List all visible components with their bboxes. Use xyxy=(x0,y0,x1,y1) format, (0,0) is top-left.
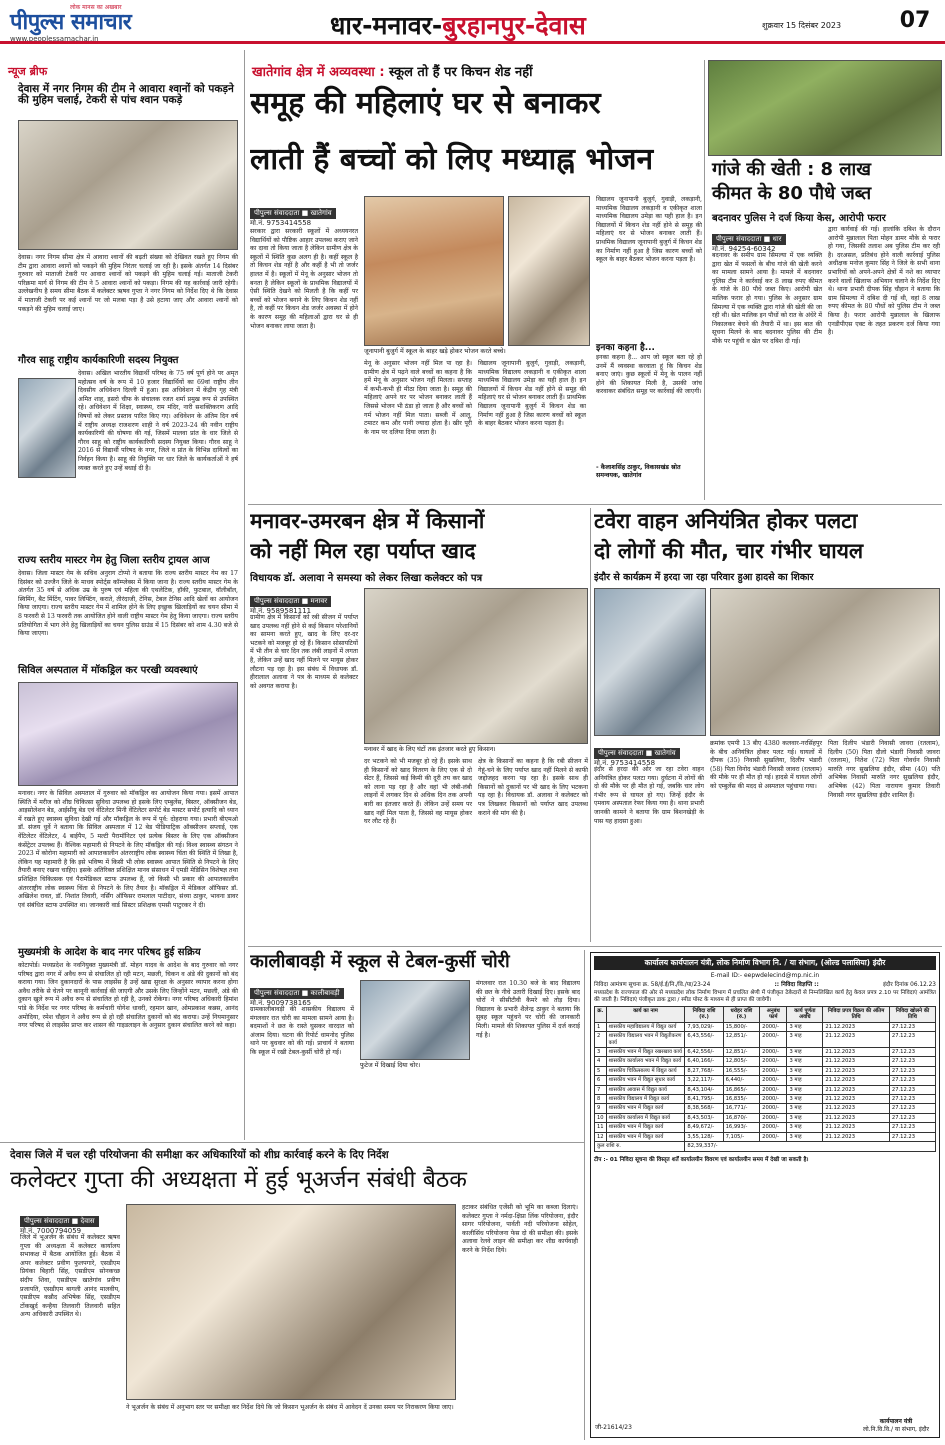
khad-col2: दर भटकने को भी मजबूर हो रहे हैं। इसके साथ ही किसानों को खाद वितरण के लिए एक से दो सेंटर हैं, जिससे कई किमी की दूरी तय कर खाद को लाना पड़ रहा है और वहां भी लंबी-लंबी लाइनों में लगकर दिन से अधिक दिन तक अपनी बारी का इंतजार करते हैं। लेकिन उन्हें समय पर खाद नहीं मिल पाता है, जिससे वह मायूस होकर घर लौट रहे हैं। xyxy=(364,758,472,826)
brief-headline: सिविल अस्पताल में मॉकड्रिल कर परखी व्यवस्थाएं xyxy=(18,665,198,676)
meeting-col2: ने भूअर्जन के संबंध में अनुभाग स्तर पर समीक्षा कर निर्देश दिये कि जो किसान भूअर्जन के संबंध में आवेदन दें उनका समय पर निराकरण किया जाए। xyxy=(126,1404,454,1411)
news-brief-label: न्यूज ब्रीफ xyxy=(8,65,48,78)
table-cell: 16,870/- xyxy=(723,1113,760,1122)
table-cell: शासकीय भवन में विद्युत रखरखाव कार्य xyxy=(606,1048,685,1057)
table-cell: 3 माह xyxy=(787,1066,823,1075)
table-cell: शासकीय भवन में विद्युत कार्य xyxy=(606,1123,685,1132)
table-cell: 16,865/- xyxy=(723,1085,760,1094)
table-cell: 2000/- xyxy=(760,1104,787,1113)
section-title-part1: धार-मनावर- xyxy=(330,11,443,40)
table-cell: शासकीय भवन में विद्युत कार्य xyxy=(606,1132,685,1141)
ganja-col2: द्वारा कार्रवाई की गई। हालांकि दबिश के दौरान आरोपी मुन्नालाल पिता मोहन डामर मौके से फरार हो गया, जिसकी तलाश अब पुलिस टीम कर रही है। दरअसल, प्रतिबंध होने वाली कार्रवाई पुलिस अधीक्षक मनोज कुमार सिंह ने जिले के सभी थाना प्रभारियों को अपने-अपने क्षेत्रों में नशे का व्यापार करने वालों खिलाफ अभियान चलाने के निर्देश दिए थे। थाना प्रभारी दीपक सिंह चौहान ने बताया कि ग्राम सिमल्या में दबिश दी गई थी, वहां 8 लाख रुपए कीमत के 80 पौधों को पुलिस टीम ने जब्त किया है। फरार आरोपी मुन्नालाल के खिलाफ एनडीपीएस एक्ट के तहत प्रकरण दर्ज किया गया है। xyxy=(828,226,940,337)
story-kitchen xyxy=(250,60,702,500)
table-cell: 3 माह xyxy=(787,1132,823,1141)
byline-label: पीपुल्स संवाददाता ■ खातेगांव xyxy=(250,208,336,219)
byline-mobile: मो.नं. 7000794059 xyxy=(20,1227,82,1235)
table-cell: 2000/- xyxy=(760,1085,787,1094)
tender-column-header: निविदा प्रपत्र विक्रय की अंतिम तिथि xyxy=(823,1007,890,1023)
table-cell: 2000/- xyxy=(760,1032,787,1048)
byline-mobile: मो.नं. 94254-60342 xyxy=(712,245,776,253)
table-cell: 16,835/- xyxy=(723,1095,760,1104)
table-cell: 27.12.23 xyxy=(889,1104,935,1113)
byline-label: पीपुल्स संवाददाता ■ धार xyxy=(712,234,786,245)
table-cell: 27.12.23 xyxy=(889,1048,935,1057)
table-cell: 12,851/- xyxy=(723,1032,760,1048)
khad-headline-line2: को नहीं मिल रहा पर्याप्त खाद xyxy=(250,539,476,563)
table-cell: 27.12.23 xyxy=(889,1076,935,1085)
kitchen-col1: सरकार द्वारा सरकारी स्कूलों में अध्ययनरत विद्यार्थियों को पौष्टिक आहार उपलब्ध कराए जाने का दावा तो किया जाता है लेकिन ग्रामीण क्षेत्र के स्कूलों में स्थिति कुछ अलग ही है। कहीं स्कूल है तो किचन शेड नहीं है और कहीं है भी तो जर्जर हालत में है। स्कूलों में मेनू के अनुसार भोजन तो बनता है लेकिन स्कूलों के प्राथमिक विद्यालयों में ऐसी स्थिति देखने को मिलती है कि कहीं पर बच्चों को भोजन बनाने के लिए किचन शेड नहीं है, तो कहीं पर किचन शेड जर्जर अवस्था में होने के कारण समूह की महिलाओं द्वारा घर से ही भोजन बनाकर लाया जाता है। xyxy=(250,228,358,330)
table-cell: 4 xyxy=(595,1057,607,1066)
brief-headline: गौरव साहू राष्ट्रीय कार्यकारिणी सदस्य नियुक्त xyxy=(18,355,179,366)
section-title xyxy=(330,8,586,42)
table-cell: 9 xyxy=(595,1104,607,1113)
tender-column-header: क्र. xyxy=(595,1007,607,1023)
masthead xyxy=(0,0,945,44)
byline-mobile: मो.नं. 9753414558 xyxy=(250,219,312,227)
table-cell: 3 माह xyxy=(787,1113,823,1122)
khad-byline xyxy=(250,588,358,616)
table-cell: 2000/- xyxy=(760,1132,787,1141)
meeting-col1: जिले में भूअर्जन के संबंध में कलेक्टर ऋषव गुप्ता की अध्यक्षता में कलेक्टर कार्यालय सभाकक्ष में बैठक आयोजित हुई। बैठक में अपर कलेक्टर प्रवीण फुलपगारे, एसडीएम प्रियंका बिहारी सिंह, एसडीएम सोनकच्छ संदीप शिवा, एसडीएम खातेगांव प्रवीण प्रजापति, एसडीएम बागली आनंद मालवीय, एसडीएम कन्नौद अभिषेक सिंह, एसडीएम टोंकखुर्द कन्हैया तिलवारी तिलवारी सहित अन्य अधिकारी उपस्थित थे। xyxy=(20,1234,120,1319)
tender-ref: निविदा आमंत्रण सूचना क्र. 58/ई.ई/नि./वि./या/23-24 xyxy=(594,982,711,988)
tender-table xyxy=(594,1006,936,1152)
accident-headline-line2: दो लोगों की मौत, चार गंभीर घायल xyxy=(594,539,864,563)
kitchen-col2: मेनू के अनुसार भोजन नहीं मिल पा रहा है। ग्रामीण क्षेत्र में पढ़ने वाले बच्चों का कहना है कि हमें मेनू के अनुसार भोजन नहीं मिलता। सप्ताह में कभी-कभी ही मीठा दिया जाता है। समूह की महिलाएं अपने घर पर भोजन बनाकर लाती हैं जिससे भोजन भी ठंडा हो जाता है और बच्चों को गर्म भोजन नहीं मिल पाता। सब्जी में आलू, टमाटर कम और पानी ज्यादा होता है। खीर पूरी के नाम पर दलिया दिया जाता है। xyxy=(364,360,472,436)
kitchen-photo-school xyxy=(364,196,504,346)
table-cell: 6,40,166/- xyxy=(685,1057,723,1066)
meeting-byline xyxy=(20,1208,120,1236)
kitchen-headline-line2: लाती हैं बच्चों को लिए मध्याह्न भोजन xyxy=(250,142,654,177)
accident-col3: पिता दिलीप भंडारी निवासी जावरा (रतलाम), दिलीप (50) पिता दौलो भंडारी निवासी जावरा (रतलाम), नितेश (72) पिता गोवर्धन निवासी मारुति नगर सुखलिया इंदौर, सीमा (40) पति अभिषेक निवासी मारुति नगर सुखलिया इंदौर, अभिषेक (42) पिता नारायण कुमार तिवारी निवासी नगर सुखलिया इंदौर शामिल हैं। xyxy=(828,740,940,799)
table-cell: 6,42,556/- xyxy=(685,1048,723,1057)
table-cell: 21.12.2023 xyxy=(823,1113,890,1122)
column-divider xyxy=(704,60,705,500)
kitchen-quote: इनका कहना है... आप जो स्कूल बता रहे हो उनमें मैं व्यवस्था करवाता हूं कि किचन शेड बनाए जाएं। कुछ स्कूलों में मेनू के पालन नहीं होने की शिकायत मिली है, उसकी जांच करवाकर संबंधित समूह पर कार्रवाई की जाएगी। xyxy=(596,354,702,396)
school-photo-cctv xyxy=(360,980,470,1060)
meeting-col3: हटाकर संबंधित एजेंसी को भूमि का कब्जा दिलाएं। कलेक्टर गुप्ता ने नर्मदा-क्षिप्रा लिंक परियोजना, इंदौर सागर परियोजना, पार्वती नदी परियोजना सोहेल, कालीसिंध परियोजना फेस दो की समीक्षा की। इसके अलावा रेलवे लाइन की समीक्षा कर शीघ्र कार्यवाही करने के निर्देश दिये। xyxy=(462,1204,578,1254)
table-cell: 27.12.23 xyxy=(889,1123,935,1132)
kitchen-byline xyxy=(250,200,358,228)
table-cell: 2 xyxy=(595,1032,607,1048)
kitchen-headline-line1: समूह की महिलाएं घर से बनाकर xyxy=(250,86,601,121)
khad-photo-queue xyxy=(364,588,588,744)
brief-headline: मुख्यमंत्री के आदेश के बाद नगर परिषद हुई सक्रिय xyxy=(18,947,201,958)
table-cell: 3 माह xyxy=(787,1022,823,1031)
logo-tagline: लोक मानस का अखबार xyxy=(70,4,122,11)
total-value: 82,39,337/- xyxy=(685,1142,936,1151)
tender-note: टीप :- 01 निविदा सूचना की विस्तृत शर्तें कार्यालयीन विवरण एवं कार्यालयीन समय में देखी जा सकती है। xyxy=(594,1156,809,1163)
table-cell: 3 माह xyxy=(787,1123,823,1132)
kitchen-col2b: विद्यालय जूनापानी बुजुर्ग, गुवाड़ी, लकड़ानी, माध्यमिक विद्यालय लकड़ानी व एकीकृत शाला माध्यमिक विद्यालय उमेड़ा का यही हाल है। इन विद्यालयों में किचन शेड नहीं होने से समूह की महिलाएं घर से भोजन बनाकर लाती हैं। प्राथमिक विद्यालय जूनापानी बुजुर्ग में किचन शेड का निर्माण नहीं हुआ है जिस कारण बच्चों को स्कूल के बाहर बैठकर भोजन करना पड़ता है। xyxy=(478,360,586,428)
table-cell: 2000/- xyxy=(760,1022,787,1031)
accident-col1: इंदौर से हरदा की ओर जा रहा टवेरा वाहन अनियंत्रित होकर पलटा गया। दुर्घटना में लोगों की दो की मौके पर ही मौत हो गई, जबकि चार लोग गंभीर रूप से घायल हो गए। जिन्हें इंदौर के एमवाय अस्पताल रेफर किया गया है। थाना प्रभारी जानकी कामने ने बताया कि ग्राम बिशनखेड़ी के पास यह हादसा हुआ। xyxy=(594,766,704,825)
tender-column-header: धरोहर राशि (रु.) xyxy=(723,1007,760,1023)
news-brief-column xyxy=(0,48,242,1140)
table-cell: 27.12.23 xyxy=(889,1113,935,1122)
table-row xyxy=(595,1048,936,1057)
byline-mobile: मो.नं. 9009738165 xyxy=(250,999,312,1007)
logo-text: पीपुल्स समाचार xyxy=(10,10,132,35)
table-cell: शासकीय आवास में विद्युत कार्य xyxy=(606,1085,685,1094)
table-total-row xyxy=(595,1142,936,1151)
ganja-subhead: बदनावर पुलिस ने दर्ज किया केस, आरोपी फरार xyxy=(712,213,886,224)
table-cell: 12 xyxy=(595,1132,607,1141)
brief-body: देवास। नगर निगम सीमा क्षेत्र में आवारा श्वानों की बढ़ती संख्या को देखिवत रखते हुए निगम की टीम द्वारा आवारा श्वानों को पकड़ने की मुहिम निरंतर चलाई जा रही है। इसके अंतर्गत 14 दिसंबर गुरुवार को माताजी टेकरी पर आवारा श्वानों को पकड़ने की मुहिम चलाई गई। माताजी टेकरी परिक्रमा मार्ग से निगम की टीम ने 5 आवारा श्वानों को पकड़ा। निगम की यह कार्रवाई जारी रहेगी। उल्लेखनीय है समय सीमा बैठक में कलेक्टर ऋषव गुप्ता ने नगर निगम को निर्देश दिए थे कि देवास में माताजी टेकरी पर कई श्वानों पर जो मलबा पड़ा है उसे हटाया जाए और आवारा श्वानों को पकड़ने की मुहिम चलाई जाए। xyxy=(18,254,238,313)
khad-col1: ग्रामीण क्षेत्र में किसानों को रबी सीजन में पर्याप्त खाद उपलब्ध नहीं होने से कई किसान परेशानियों का सामना करते हुए, खाद के लिए दर-दर भटकने को मजबूर हो रहे हैं। किसान सोसायटियों में भी तीन से चार दिन तक लंबी लाइनों में लगता है, लेकिन उन्हें खाद नहीं मिलने पर मायूस होकर लौटना पड़ रहा है। इस संबंध में विधायक डॉ. हीरालाल अलावा ने पत्र के माध्यम से कलेक्टर को अवगत कराया है। xyxy=(250,614,358,690)
table-cell: 6,43,556/- xyxy=(685,1032,723,1048)
school-col2: मंगलवार रात 10.30 बजे के बाद विद्यालय की छत के नीचे उतारी दिखाई दिए। इसके बाद चोरों ने सीसीटीवी कैमरे को तोड़ दिया। विद्यालय के प्रभारी शैलेन्द्र ठाकुर ने बताया कि सुबह स्कूल पहुंचने पर चोरी की जानकारी मिली। मामले की शिकायत पुलिस में दर्ज कराई गई है। xyxy=(476,980,580,1039)
tender-column-header: निविदा राशि (रु.) xyxy=(685,1007,723,1023)
table-cell: 3,22,117/- xyxy=(685,1076,723,1085)
table-cell: 3 माह xyxy=(787,1095,823,1104)
table-row xyxy=(595,1066,936,1075)
total-label: कुल राशि रु. xyxy=(595,1142,685,1151)
table-cell: 27.12.23 xyxy=(889,1085,935,1094)
table-cell: 3 माह xyxy=(787,1085,823,1094)
table-row xyxy=(595,1104,936,1113)
table-cell: 27.12.23 xyxy=(889,1095,935,1104)
tender-column-header: निविदा खोलने की तिथि xyxy=(889,1007,935,1023)
table-cell: 12,805/- xyxy=(723,1057,760,1066)
table-cell: 2000/- xyxy=(760,1057,787,1066)
table-cell: 7 xyxy=(595,1085,607,1094)
brief-body: कोटापोर्ड। मध्यप्रदेश के नवनियुक्त मुख्यमंत्री डॉ. मोहन यादव के आदेश के बाद गुरुवार को नगर परिषद द्वारा नगर में अवैध रूप से संचालित हो रही मटन, मछली, चिकन व अंडे की दुकानों को बंद कराया गया। जिन दुकानदारों के पास लाइसेंस है उन्हें खाद्य सुरक्षा के अनुसार व्यापार करना होगा अवैध तरीके से चेतने पर कानूनी कार्रवाई की जाएगी और उसके लिए जिन्होंने मटन, मछली, अंडे की दुकान खुले रूप में अवैध रूप से संचालित हो रही है, उनको रोकेगा। नगर परिषद अधिकारी हिमांश पांडे के निर्देश पर नगर परिषद के कर्मचारी योगेश धावरी, रहमान खान, ओमप्रकाश कन्नस, आनंद अमोदिया, रमेश चौहान ने अवैध रूप से हो रही संचालित दुकानों को बंद कराया। उन्हें नियमानुसार नगर परिषद से लाइसेंस प्राप्त कर शासन की गाइडलाइन के अनुसार दुकान संचालित करने को कहा। xyxy=(18,962,238,1030)
column-divider xyxy=(590,508,591,942)
table-cell: 8,43,503/- xyxy=(685,1113,723,1122)
story-accident xyxy=(594,508,942,942)
table-row xyxy=(595,1132,936,1141)
kicker-red: खातेगांव क्षेत्र में अव्यवस्था : xyxy=(252,65,385,80)
table-row xyxy=(595,1113,936,1122)
tender-intro: मध्यप्रदेश के राज्यपाल की ओर से मध्यप्रदेश लोक निर्माण विभाग में प्रचलित श्रेणी में पंजीकृत ठेकेदारों से निम्नलिखित कार्य हेतु केवल प्रपत्र 2.10 पर निविदाएं आमंत्रित की जाती है। निविदाएं पंजीकृत डाक द्वारा / स्पीड पोस्ट के माध्यम से ही प्राप्त की जावेगी। xyxy=(594,990,936,1003)
story-khad xyxy=(250,508,590,942)
byline-mobile: मो.नं. 9753414558 xyxy=(594,759,656,767)
table-cell: 27.12.23 xyxy=(889,1022,935,1031)
tender-email: E-mail ID:- eepwdelecind@mp.nic.in xyxy=(710,972,820,979)
story-school xyxy=(250,950,580,1138)
section-divider xyxy=(0,1142,584,1143)
table-cell: शासकीय भवन में विद्युत कार्य xyxy=(606,1104,685,1113)
tender-code: जी-21614/23 xyxy=(595,1424,632,1431)
table-cell: 21.12.2023 xyxy=(823,1022,890,1031)
school-headline: कालीबावड़ी में स्कूल से टेबल-कुर्सी चोरी xyxy=(250,951,510,972)
table-cell: 2000/- xyxy=(760,1123,787,1132)
ganja-headline-line2: कीमत के 80 पौधे जब्त xyxy=(712,183,872,204)
brief-headline: देवास में नगर निगम की टीम ने आवारा श्वानों को पकड़ने की मुहिम चलाई, टेकरी से पांच श्वान पकड़े xyxy=(18,83,234,107)
section-divider xyxy=(248,504,942,505)
table-row xyxy=(595,1057,936,1066)
byline-label: पीपुल्स संवाददाता ■ खातेगांव xyxy=(594,748,680,759)
ganja-photo-field xyxy=(708,60,942,156)
table-cell: 16,993/- xyxy=(723,1123,760,1132)
brief-body: देवास। अखिल भारतीय विद्यार्थी परिषद के 75 वर्ष पूर्ण होने पर अमृत महोत्सव वर्ष के रूप में 10 हजार विद्यार्थियों का 69वां राष्ट्रीय तीन दिवसीय अधिवेशन दिल्ली में हुआ। इस अधिवेशन में केंद्रीय गृह मंत्री अमित शाह, इसरो चीफ के संचालक रजत शर्मा प्रमुख रूप से उपस्थित रहे। अधिवेशन में शिक्षा, स्वास्थ्य, राम मंदिर, नारी सशक्तिकरण आदि विषयों को लेकर प्रस्ताव पारित किए गए। अधिवेशन के अंतिम दिन वर्ष में राष्ट्रीय अध्यक्ष राजशरण शाही ने वर्ष 2023-24 की नवीन राष्ट्रीय कार्यकारिणी की घोषणा की गई, जिसमें मालवा प्रांत के धार जिले से गौरव साहू को राष्ट्रीय कार्यकारिणी सदस्य नियुक्त किया। गौरव साहू ने 2016 से विद्यार्थी परिषद के नगर, जिले व प्रांत के विभिन्न दायित्वों का निर्वहन किया है। साहू की नियुक्ति पर धार जिले के कार्यकर्ताओं ने हर्ष व्यक्त करते हुए उन्हें बधाई दी है। xyxy=(78,370,238,472)
tender-date: इंदौर दिनांक 06.12.23 xyxy=(882,982,936,988)
table-cell: शासकीय भवन में विद्युत सुधार कार्य xyxy=(606,1076,685,1085)
table-cell: 2000/- xyxy=(760,1048,787,1057)
table-cell: 15,800/- xyxy=(723,1022,760,1031)
brief-body: देवास। जिला मास्टर गेम के सचिव अनुराग टोप्पो ने बताया कि राज्य स्तरीय मास्टर गेम का 17 दिसंबर को उज्जैन जिले के माधव स्पोर्ट्स कॉम्प्लेक्स में किया जाना है। राज्य स्तरीय मास्टर गेम के अंतर्गत 35 वर्ष से अधिक उम्र के पुरुष एवं महिला की एथलेटिक, हॉकी, फुटबाल, वॉलीबॉल, स्विमिंग, बैट मिंटिंग, पावर लिफ्टिंग, कराते, तीरंदाजी, टेनिस, टेबल टेनिस आदि खेलों का आयोजन किया जाएगा। राज्य स्तरीय मास्टर गेम में शामिल होने के लिए इच्छुक खिलाड़ियों का चयन सीमा में 8 फरवरी से 13 फरवरी तक आयोजित होने वाली राष्ट्रीय मास्टर गेम हेतु किया जाएगा। राज्य स्तरीय प्रतियोगिता में भाग लेने हेतु खिलाड़ियों का चयन पुलिस ग्राउंड में 15 दिसंबर को शाम 4.30 बजे से किया जाएगा। xyxy=(18,570,238,638)
issue-date: शुक्रवार 15 दिसंबर 2023 xyxy=(762,21,842,30)
table-cell: 3 माह xyxy=(787,1032,823,1048)
newspaper-logo[interactable] xyxy=(10,3,131,43)
meeting-kicker: देवास जिले में चल रही परियोजना की समीक्षा कर अधिकारियों को शीघ्र कार्रवाई करने के दिए निर्देश xyxy=(10,1149,389,1161)
byline-label: पीपुल्स संवाददाता ■ कालीबावड़ी xyxy=(250,988,344,999)
story-meeting xyxy=(8,1146,580,1442)
kitchen-col3: विद्यालय जूनापानी बुजुर्ग, गुवाड़ी, लकड़ानी, माध्यमिक विद्यालय लकड़ानी व एकीकृत शाला माध्यमिक विद्यालय उमेड़ा का यही हाल है। इन विद्यालयों में किचन शेड नहीं होने से समूह की महिलाएं घर से भोजन बनाकर लाती हैं। प्राथमिक विद्यालय जूनापानी बुजुर्ग में किचन शेड का निर्माण नहीं हुआ है जिस कारण बच्चों को स्कूल के बाहर बैठकर भोजन करना पड़ता है। xyxy=(596,196,702,264)
table-cell: 10 xyxy=(595,1113,607,1122)
brief-photo-dogs xyxy=(18,120,238,250)
tender-signature-office: लो.नि.वि.वि./ या संभाग, इंदौर xyxy=(863,1426,929,1433)
byline-label: पीपुल्स संवाददाता ■ देवास xyxy=(20,1216,99,1227)
table-cell: शासकीय विद्यालय भवन में विद्युतीकरण कार्य xyxy=(606,1032,685,1048)
table-cell: 21.12.2023 xyxy=(823,1076,890,1085)
table-cell: 11 xyxy=(595,1123,607,1132)
table-cell: 21.12.2023 xyxy=(823,1104,890,1113)
column-divider xyxy=(584,950,585,1440)
table-cell: शासकीय कार्यालय भवन में विद्युत कार्य xyxy=(606,1057,685,1066)
khad-col3: क्षेत्र के किसानों का कहना है कि रबी सीजन में गेहूं-चने के लिए पर्याप्त खाद नहीं मिलने से काफी जद्दोजहद करना पड़ रहा है। इसके साथ ही किसानों को दुकानों पर भी खाद के लिए भटकना पड़ रहा है। विधायक डॉ. अलावा ने कलेक्टर को पत्र लिखकर किसानों को पर्याप्त खाद उपलब्ध कराने की मांग की है। xyxy=(478,758,588,817)
table-cell: 2000/- xyxy=(760,1066,787,1075)
kitchen-kicker xyxy=(252,62,533,80)
table-cell: 3 माह xyxy=(787,1048,823,1057)
table-cell: 3 माह xyxy=(787,1057,823,1066)
table-cell: 27.12.23 xyxy=(889,1057,935,1066)
brief-photo-mockdrill xyxy=(18,682,238,786)
tender-column-header: कार्य पूर्णता अवधि xyxy=(787,1007,823,1023)
table-cell: 8,43,104/- xyxy=(685,1085,723,1094)
table-cell: 5 xyxy=(595,1066,607,1075)
accident-photo-1 xyxy=(594,588,706,736)
tender-notice-title: :: निविदा विज्ञप्ति :: xyxy=(774,982,819,988)
table-cell: 21.12.2023 xyxy=(823,1132,890,1141)
table-row xyxy=(595,1022,936,1031)
table-row xyxy=(595,1095,936,1104)
table-cell: 6 xyxy=(595,1076,607,1085)
kitchen-quote-author: - कैलाशसिंह ठाकुर, विकासखंड स्रोत समन्वयक, खातेगांव xyxy=(596,464,702,480)
section-divider xyxy=(248,946,942,947)
tender-title: कार्यालय कार्यपालन यंत्री, लोक निर्माण विभाग नि. / या संभाग, (ओल्ड पलासिया) इंदौर xyxy=(594,956,936,970)
khad-subhead: विधायक डॉ. अलावा ने समस्या को लेकर लिखा कलेक्टर को पत्र xyxy=(250,573,483,584)
table-row xyxy=(595,1085,936,1094)
table-cell: 8,41,795/- xyxy=(685,1095,723,1104)
table-cell: 7,105/- xyxy=(723,1132,760,1141)
kitchen-photo-children xyxy=(508,196,590,346)
school-photo-caption: फुटेज में दिखाई दिया चोर। xyxy=(360,1062,470,1070)
accident-col2: क्रमांक एमपी 13 बीए 4380 कलवार-नरसिंहपुर के बीच अनियंत्रित होकर पलट गई। घायलों में दीपक (35) निवासी सुखलिया, दिलीप भंडारी (58) पिता विनोद भंडारी निवासी जावरा (रतलाम) की मौके पर ही मौत हो गई। हादसे में घायल लोगों को एम्बुलेंस की मदद से अस्पताल पहुंचाया गया। xyxy=(710,740,822,790)
brief-body: मनावर। नगर के सिविल अस्पताल में गुरुवार को मॉकड्रिल का आयोजन किया गया। इसमें आपात स्थिति में मरीज को शीघ्र चिकित्सा सुविधा उपलब्ध हो इसके लिए एम्बुलेंस, बिस्तर, ऑक्सीजन बेड, आइसोलेशन बेड, आईसीयू बेड एवं वेंटिलेटर मिनी वेंटिलेटर सपोर्ट बेड मास्टर सपोर्ट इत्यादि को ध्यान में रखते हुए स्वास्थ्य सुविधा देखी गई और मॉकड्रिल के रूप में पूर्व: दोहराया गया। प्रभारी बीएमओ डॉ. संजय धुर्वे ने बताया कि सिविल अस्पताल में 12 बेड पीडियाट्रिक ऑक्सीजन सप्लाई, एक वेंटिलेटर वेंटिलेटर, 4 बाईपैप, 5 मल्टी पैरामॉनिटर एवं प्रत्येक बिस्तर के लिए एक ऑक्सीजन कंसेंट्रेटर उपलब्ध हैं। वैश्विक महामारी से निपटने के लिए मॉकड्रिल की गई। विश्व स्वास्थ्य संगठन ने 2023 में कोरोना महामारी को आपातकालीन अंतरराष्ट्रीय लोक स्वास्थ्य चिंता की स्थिति में लिखा है, लेकिन यह महामारी है कि इसे भविष्य में किसी भी लोक स्वास्थ्य आपात स्थिति से निपटने के लिए तैयारी बनाए रखना चाहिए। इसके अतिरिक्त प्रशिक्षित मानव संसाधन में एमडी मेडिसिन विशेषज्ञ तथा प्रशिक्षित चिकित्सक एवं पैरामेडिकल स्टाफ उपलब्ध हैं, जो किसी भी प्रकार की आपातकालीन अंतरराष्ट्रीय लोक स्वास्थ्य चिंता से निपटने के लिए तैयार है। मॉकड्रिल में मेडिकल ऑफिसर डॉ. अखिलेश रावत, डॉ. निशांत तिवारी, नर्सिंग ऑफिसर रामलाल पाटीदार, संध्या ठाकुर, भावना डावर एवं संबंधित स्टाफ उपस्थित था। जानकारी वार्ड सिस्टर प्रशिक्षक एमसी पाटुरकर ने दी। xyxy=(18,790,238,909)
table-cell: 27.12.23 xyxy=(889,1066,935,1075)
table-row xyxy=(595,1076,936,1085)
accident-headline-line1: टवेरा वाहन अनियंत्रित होकर पलटा xyxy=(594,509,858,533)
tender-column-header: अनुबंध फार्म xyxy=(760,1007,787,1023)
table-cell: 2000/- xyxy=(760,1076,787,1085)
table-cell: 21.12.2023 xyxy=(823,1066,890,1075)
table-cell: 8 xyxy=(595,1095,607,1104)
school-byline xyxy=(250,980,354,1008)
table-cell: 12,851/- xyxy=(723,1048,760,1057)
table-cell: 21.12.2023 xyxy=(823,1032,890,1048)
kitchen-quote-title: इनका कहना है... xyxy=(596,343,655,353)
story-ganja xyxy=(708,60,942,500)
table-cell: 16,555/- xyxy=(723,1066,760,1075)
table-cell: 27.12.23 xyxy=(889,1032,935,1048)
table-row xyxy=(595,1123,936,1132)
table-cell: 8,49,672/- xyxy=(685,1123,723,1132)
table-cell: 6,440/- xyxy=(723,1076,760,1085)
table-cell: 3 माह xyxy=(787,1104,823,1113)
khad-photo-caption: मनावर में खाद के लिए घंटों तक इंतजार करते हुए किसान। xyxy=(364,746,588,754)
table-cell: 3 माह xyxy=(787,1076,823,1085)
school-col1: ग्रामकालीबावड़ी की शासकीय विद्यालय में मंगलवार रात चोरी का मामला सामने आया है। बदमाशों ने छत के रास्ते घुसकर वारदात को अंजाम दिया। घटना की रिपोर्ट धामनोद पुलिस थाने पर बुधवार को की गई। प्राचार्य ने बताया कि स्कूल में रखी टेबल-कुर्सी चोरी हो गई। xyxy=(250,1006,354,1056)
table-cell: 2000/- xyxy=(760,1113,787,1122)
byline-label: पीपुल्स संवाददाता ■ मनावर xyxy=(250,596,331,607)
khad-headline-line1: मनावर-उमरबन क्षेत्र में किसानों xyxy=(250,509,485,533)
table-cell: 3 xyxy=(595,1048,607,1057)
section-title-part2: बुरहानपुर-देवास xyxy=(442,11,586,40)
table-cell: 2000/- xyxy=(760,1095,787,1104)
table-cell: 21.12.2023 xyxy=(823,1123,890,1132)
table-cell: शासकीय विद्यालय में विद्युत कार्य xyxy=(606,1095,685,1104)
column-divider xyxy=(244,50,245,1140)
table-cell: 3,55,128/- xyxy=(685,1132,723,1141)
byline-mobile: मो.नं. 9589581111 xyxy=(250,607,312,615)
meeting-photo xyxy=(126,1204,456,1400)
table-cell: 21.12.2023 xyxy=(823,1095,890,1104)
ganja-headline-line1: गांजे की खेती : 8 लाख xyxy=(712,159,871,180)
tender-notice xyxy=(590,952,940,1438)
table-cell: 21.12.2023 xyxy=(823,1048,890,1057)
brief-headline: राज्य स्तरीय मास्टर गेम हेतु जिला स्तरीय ट्रायल आज xyxy=(18,555,210,566)
meeting-headline: कलेक्टर गुप्ता की अध्यक्षता में हुई भूअर्जन संबंधी बैठक xyxy=(10,1167,467,1193)
website-link[interactable]: www.peoplessamachar.in xyxy=(10,35,99,43)
table-cell: शासकीय कार्यालय में विद्युत कार्य xyxy=(606,1113,685,1122)
table-row xyxy=(595,1032,936,1048)
kicker-black: स्कूल तो हैं पर किचन शेड नहीं xyxy=(389,65,533,80)
table-cell: 16,771/- xyxy=(723,1104,760,1113)
table-cell: 21.12.2023 xyxy=(823,1085,890,1094)
accident-photo-2 xyxy=(710,588,940,736)
table-cell: 8,27,768/- xyxy=(685,1066,723,1075)
tender-column-header: कार्य का नाम xyxy=(606,1007,685,1023)
ganja-byline xyxy=(712,226,822,254)
table-cell: 7,93,029/- xyxy=(685,1022,723,1031)
page-number: 07 xyxy=(890,4,940,38)
tender-signature: कार्यपालन यंत्री xyxy=(879,1418,913,1425)
kitchen-photo-caption: जूनापानी बुजुर्ग में स्कूल के बाहर खड़े होकर भोजन करते बच्चे। xyxy=(364,348,590,356)
table-cell: 1 xyxy=(595,1022,607,1031)
accident-subhead: इंदौर से कार्यक्रम में हरदा जा रहा परिवार हुआ हादसे का शिकार xyxy=(594,572,814,583)
accident-byline xyxy=(594,740,704,768)
table-cell: शासकीय चिकित्सालय में विद्युत कार्य xyxy=(606,1066,685,1075)
table-cell: 8,38,568/- xyxy=(685,1104,723,1113)
table-cell: शासकीय महाविद्यालय में विद्युत कार्य xyxy=(606,1022,685,1031)
table-cell: 21.12.2023 xyxy=(823,1057,890,1066)
table-cell: 27.12.23 xyxy=(889,1132,935,1141)
ganja-col1: बदनावर के समीप ग्राम सिमल्या में एक व्यक्ति द्वारा खेत में फसलों के बीच गांजे की खेती करने का मामला सामने आया है। मामले में बदनावर पुलिस टीम ने कार्रवाई कर 8 लाख रुपए कीमत के गांजे के 80 पौधे जब्त किए। आरोपी खेत मालिक फरार हो गया। पुलिस के अनुसार ग्राम सिमल्या में एक व्यक्ति द्वारा गांजे की खेती की जा रही थी। खेत मालिक इन पौधों को रात के अंधेरे में निकालकर बेचने की तैयारी में था। इस बात की सूचना मिलने के बाद बदनावर पुलिस की टीम मौके पर पहुंची व खेत पर दबिश दी गई। xyxy=(712,252,822,345)
